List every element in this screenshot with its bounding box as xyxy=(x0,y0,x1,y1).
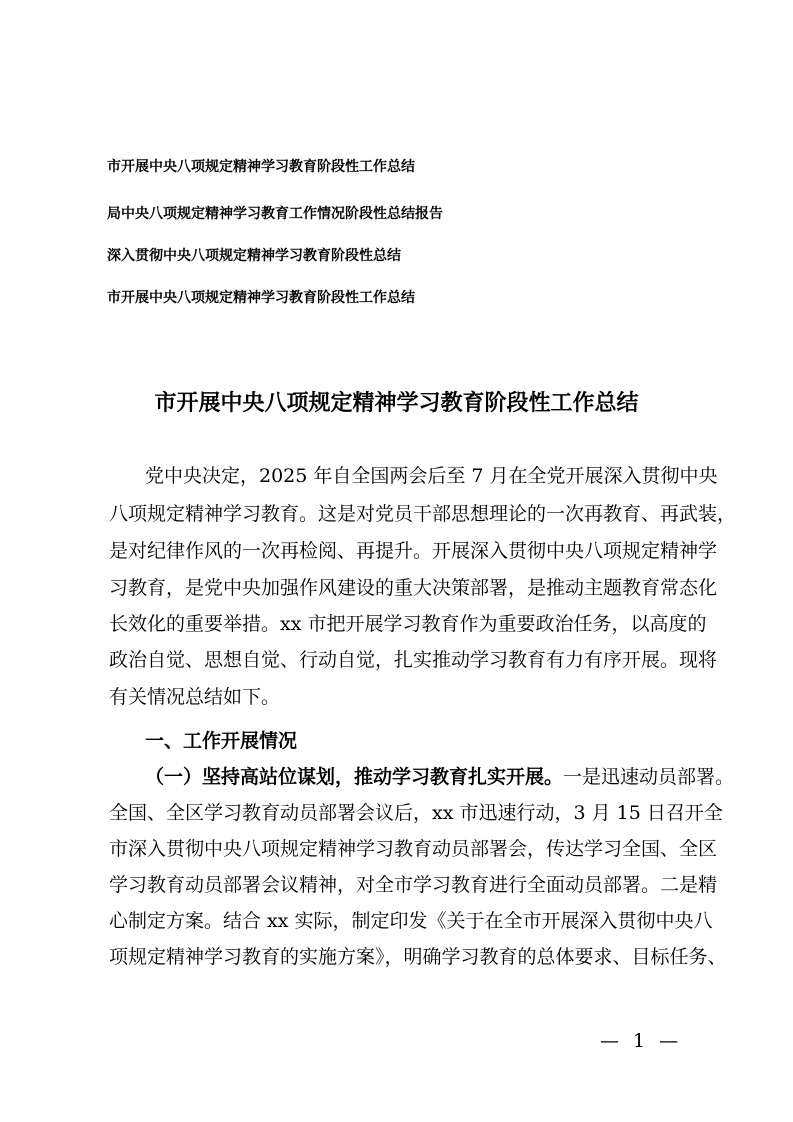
paragraph-line: 市深入贯彻中央八项规定精神学习教育动员部署会，传达学习全国、全区 xyxy=(109,838,718,860)
paragraph-line: 项规定精神学习教育的实施方案》，明确学习教育的总体要求、目标任务、 xyxy=(109,946,727,968)
toc-item: 市开展中央八项规定精神学习教育阶段性工作总结 xyxy=(107,290,415,306)
paragraph-text: 一是迅速动员部署。 xyxy=(563,766,735,788)
paragraph-line: 有关情况总结如下。 xyxy=(109,686,281,708)
paragraph-line: 长效化的重要举措。xx 市把开展学习教育作为重要政治任务，以高度的 xyxy=(109,613,707,635)
toc-item: 局中央八项规定精神学习教育工作情况阶段性总结报告 xyxy=(107,206,443,222)
toc-item: 深入贯彻中央八项规定精神学习教育阶段性总结 xyxy=(107,248,401,264)
subsection-heading: （一）坚持高站位谋划，推动学习教育扎实开展。 xyxy=(145,766,564,788)
paragraph-line: 是对纪律作风的一次再检阅、再提升。开展深入贯彻中央八项规定精神学 xyxy=(109,540,718,562)
toc-item: 市开展中央八项规定精神学习教育阶段性工作总结 xyxy=(107,159,415,175)
paragraph-line: 全国、全区学习教育动员部署会议后，xx 市迅速行动，3 月 15 日召开全 xyxy=(109,802,723,824)
page-number: — 1 — xyxy=(600,1030,683,1052)
section-heading: 一、工作开展情况 xyxy=(145,730,298,752)
paragraph-line: 习教育，是党中央加强作风建设的重大决策部署，是推动主题教育常态化 xyxy=(109,577,718,599)
paragraph-line: 八项规定精神学习教育。这是对党员干部思想理论的一次再教育、再武装， xyxy=(109,503,737,525)
paragraph-line: 党中央决定，2025 年自全国两会后至 7 月在全党开展深入贯彻中央 xyxy=(145,465,718,487)
paragraph-line: 心制定方案。结合 xx 实际，制定印发《关于在全市开展深入贯彻中央八 xyxy=(109,910,713,932)
paragraph-line xyxy=(145,759,735,795)
paragraph-line: 政治自觉、思想自觉、行动自觉，扎实推动学习教育有力有序开展。现将 xyxy=(109,649,718,671)
paragraph-line: 学习教育动员部署会议精神，对全市学习教育进行全面动员部署。二是精 xyxy=(109,874,718,896)
document-title: 市开展中央八项规定精神学习教育阶段性工作总结 xyxy=(154,391,639,416)
